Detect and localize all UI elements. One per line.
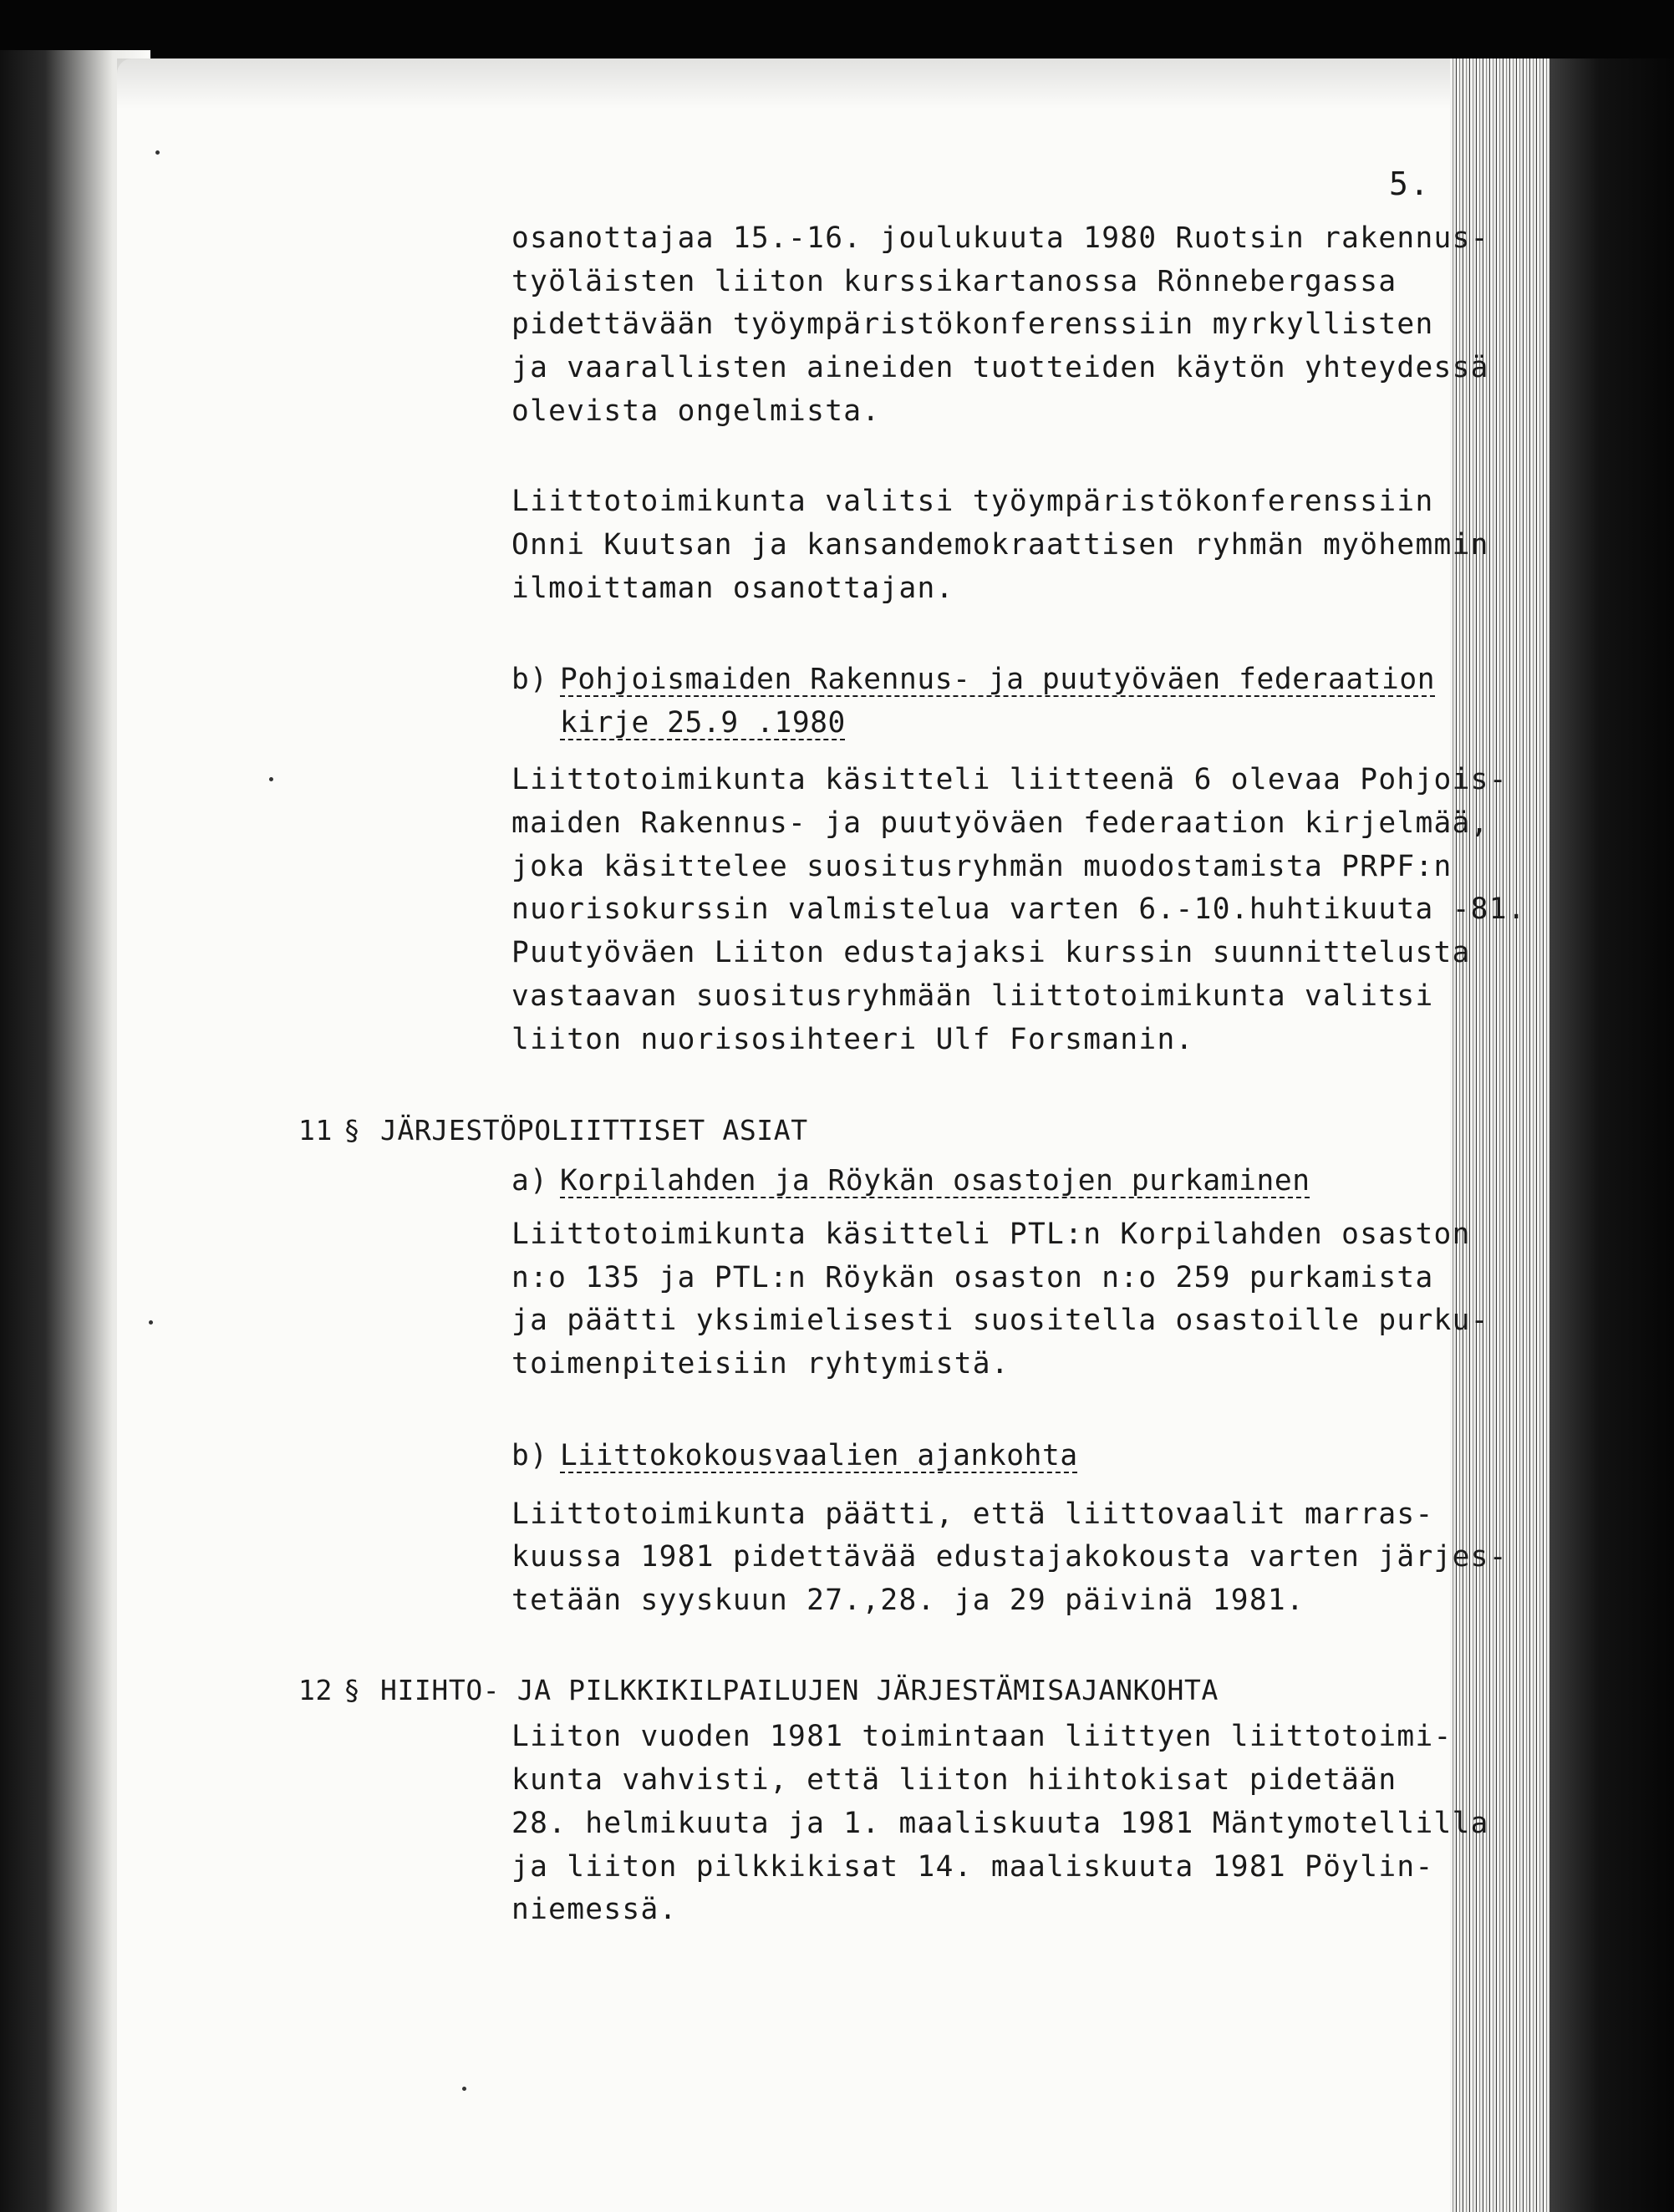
text-line: 28. helmikuuta ja 1. maaliskuuta 1981 Mäntymotellilla (511, 1807, 1489, 1840)
text-line: Liittotoimikunta käsitteli PTL:n Korpilahden osaston (511, 1218, 1471, 1251)
text-line: joka käsittelee suositusryhmän muodostamista PRPF:n (511, 850, 1453, 883)
text-line: Puutyöväen Liiton edustajaksi kurssin suunnittelusta (511, 936, 1471, 969)
section-sign: § (343, 1114, 361, 1147)
text-line: nuorisokurssin valmistelua varten 6.-10.huhtikuuta -81. (511, 892, 1526, 926)
text-line: niemessä. (511, 1893, 678, 1926)
section-title: JÄRJESTÖPOLIITTISET ASIAT (380, 1114, 808, 1147)
page-top-shadow (117, 58, 1450, 109)
scan-speck (269, 777, 273, 781)
page-number: 5. (1389, 165, 1431, 202)
text-line: ja päätti yksimielisesti suositella osastoille purku- (511, 1304, 1489, 1337)
section-sign: § (343, 1674, 361, 1706)
section-title: HIIHTO- JA PILKKIKILPAILUJEN JÄRJESTÄMISAJANKOHTA (380, 1674, 1219, 1706)
text-line: työläisten liiton kurssikartanossa Rönnebergassa (511, 265, 1397, 298)
text-line: toimenpiteisiin ryhtymistä. (511, 1347, 1010, 1381)
scan-top-border (0, 0, 1674, 58)
item-marker: b) (511, 1439, 549, 1472)
section-number: 11 (298, 1114, 333, 1147)
scan-speck (462, 2087, 466, 2091)
text-line: Liittotoimikunta päätti, että liittovaalit marras- (511, 1498, 1434, 1531)
item-heading: Liittokokousvaalien ajankohta (560, 1439, 1078, 1472)
text-line: tetään syyskuun 27.,28. ja 29 päivinä 1981. (511, 1584, 1305, 1617)
text-line: Onni Kuutsan ja kansandemokraattisen ryhmän myöhemmin (511, 528, 1489, 562)
text-line: pidettävään työympäristökonferenssiin myrkyllisten (511, 308, 1434, 341)
book-spine-shadow (1550, 58, 1674, 2212)
scan-speck (149, 1320, 153, 1325)
section-number: 12 (298, 1674, 333, 1706)
text-line: ja vaarallisten aineiden tuotteiden käytön yhteydessä (511, 351, 1489, 384)
item-marker: b) (511, 663, 549, 696)
text-line: maiden Rakennus- ja puutyöväen federaation kirjelmää, (511, 806, 1489, 840)
scan-speck (155, 150, 160, 155)
item-marker: a) (511, 1164, 549, 1198)
text-line: vastaavan suositusryhmään liittotoimikunta valitsi (511, 979, 1434, 1013)
item-heading: Pohjoismaiden Rakennus- ja puutyöväen federaation (560, 663, 1436, 696)
text-line: Liittotoimikunta käsitteli liitteenä 6 olevaa Pohjois- (511, 763, 1508, 796)
item-heading: Korpilahden ja Röykän osastojen purkaminen (560, 1164, 1310, 1198)
text-line: ilmoittaman osanottajan. (511, 572, 954, 605)
text-line: ja liiton pilkkikisat 14. maaliskuuta 1981 Pöylin- (511, 1850, 1434, 1884)
text-line: Liittotoimikunta valitsi työympäristökonferenssiin (511, 485, 1434, 518)
text-line: kuussa 1981 pidettävää edustajakokousta varten järjes- (511, 1540, 1508, 1574)
item-heading: kirje 25.9 .1980 (560, 706, 846, 740)
text-line: liiton nuorisosihteeri Ulf Forsmanin. (511, 1023, 1194, 1056)
text-line: kunta vahvisti, että liiton hiihtokisat pidetään (511, 1763, 1397, 1797)
text-line: osanottajaa 15.-16. joulukuuta 1980 Ruotsin rakennus- (511, 221, 1489, 255)
text-line: olevista ongelmista. (511, 394, 881, 428)
text-line: Liiton vuoden 1981 toimintaan liittyen liittotoimi- (511, 1720, 1453, 1753)
text-line: n:o 135 ja PTL:n Röykän osaston n:o 259 purkamista (511, 1261, 1434, 1294)
